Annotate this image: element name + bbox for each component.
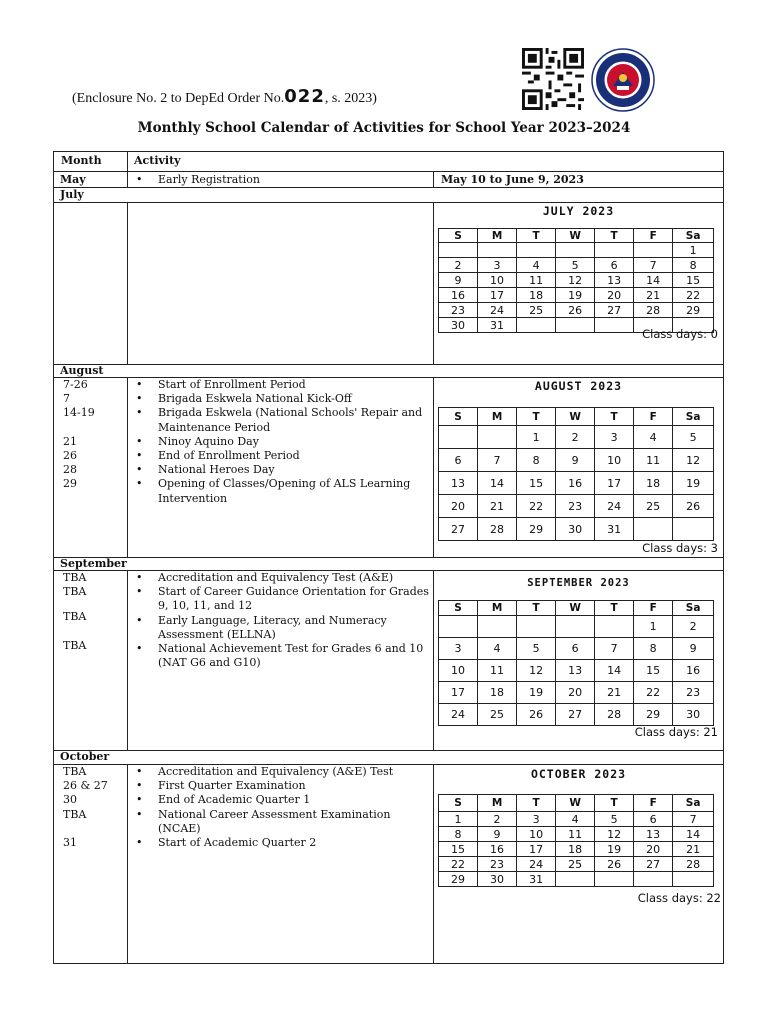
week-row [439, 872, 714, 887]
enclosure-suffix: , s. 2023) [324, 91, 377, 106]
day-cell: 10 [595, 449, 634, 472]
date-item: 31 [63, 836, 77, 849]
day-cell: 6 [634, 812, 673, 827]
qr-code-icon [522, 48, 584, 110]
day-cell: 12 [595, 827, 634, 842]
day-cell: 26 [673, 495, 714, 518]
october-activities [134, 765, 430, 850]
weekday-header: S [439, 408, 478, 426]
august-activities [134, 378, 430, 506]
day-cell: 17 [517, 842, 556, 857]
divider [127, 570, 128, 750]
calendar-grid [438, 228, 714, 333]
week-row [439, 827, 714, 842]
day-cell: 21 [595, 682, 634, 704]
date-item: 29 [63, 477, 77, 491]
date-item: TBA [63, 807, 87, 821]
day-cell: 5 [517, 638, 556, 660]
activity-item: • Start of Academic Quarter 2 [134, 836, 430, 850]
activity-item: • Accreditation and Equivalency Test (A&E) [134, 571, 430, 585]
day-cell: 17 [439, 682, 478, 704]
weekday-header: Sa [673, 795, 714, 812]
day-cell [517, 243, 556, 258]
date-item [63, 421, 95, 435]
activity-item: • First Quarter Examination [134, 779, 430, 793]
activity-item: • National Heroes Day [134, 463, 430, 477]
weekday-header: M [478, 601, 517, 616]
day-cell: 18 [478, 682, 517, 704]
day-cell: 25 [556, 857, 595, 872]
weekday-header: Sa [673, 229, 714, 243]
day-cell: 28 [634, 303, 673, 318]
divider [54, 557, 723, 558]
weekday-header: T [517, 601, 556, 616]
day-cell: 29 [439, 872, 478, 887]
divider [127, 764, 128, 964]
day-cell: 11 [517, 273, 556, 288]
date-item [63, 822, 108, 836]
day-cell: 25 [517, 303, 556, 318]
month-label-august: August [60, 364, 104, 377]
weekday-header: W [556, 229, 595, 243]
day-cell: 30 [556, 518, 595, 541]
week-row [439, 704, 714, 726]
day-cell: 31 [478, 318, 517, 333]
class-days: Class days: 0 [642, 327, 718, 341]
date-item [63, 625, 86, 639]
day-cell: 2 [439, 258, 478, 273]
day-cell: 3 [439, 638, 478, 660]
date-item: 30 [63, 793, 77, 807]
day-cell: 27 [439, 518, 478, 541]
day-cell: 15 [673, 273, 714, 288]
day-cell: 1 [634, 616, 673, 638]
calendar-title: AUGUST 2023 [534, 379, 623, 393]
day-cell: 14 [478, 472, 517, 495]
divider [127, 152, 128, 172]
day-cell: 12 [556, 273, 595, 288]
day-cell: 14 [634, 273, 673, 288]
may-activities [134, 173, 260, 187]
activity-item: • Start of Enrollment Period [134, 378, 430, 392]
day-cell [673, 872, 714, 887]
day-cell: 10 [478, 273, 517, 288]
divider [127, 202, 128, 364]
day-cell: 1 [517, 426, 556, 449]
week-row [439, 243, 714, 258]
day-cell: 20 [634, 842, 673, 857]
weekday-header: S [439, 795, 478, 812]
day-cell: 8 [673, 258, 714, 273]
class-days: Class days: 22 [637, 891, 721, 905]
day-cell: 21 [673, 842, 714, 857]
week-row [439, 449, 714, 472]
week-row [439, 812, 714, 827]
day-cell: 5 [595, 812, 634, 827]
day-cell: 31 [517, 872, 556, 887]
day-cell [478, 243, 517, 258]
day-cell: 17 [595, 472, 634, 495]
activity-item: • Ninoy Aquino Day [134, 435, 430, 449]
day-cell: 3 [595, 426, 634, 449]
day-cell: 12 [673, 449, 714, 472]
day-cell: 20 [439, 495, 478, 518]
day-cell: 7 [634, 258, 673, 273]
may-date-range: May 10 to June 9, 2023 [441, 173, 584, 186]
day-cell: 10 [517, 827, 556, 842]
month-label-october: October [60, 750, 110, 763]
day-cell [673, 518, 714, 541]
date-item [63, 599, 86, 610]
day-cell: 22 [634, 682, 673, 704]
day-cell: 21 [478, 495, 517, 518]
day-cell: 26 [517, 704, 556, 726]
week-row [439, 303, 714, 318]
may-activity: • Early Registration [134, 173, 260, 187]
day-cell [634, 518, 673, 541]
day-cell [556, 872, 595, 887]
divider [127, 172, 128, 187]
month-label-september: September [60, 557, 127, 570]
enclosure-line [72, 86, 377, 107]
weekday-header: F [634, 601, 673, 616]
day-cell: 5 [556, 258, 595, 273]
day-cell: 4 [634, 426, 673, 449]
day-cell: 29 [517, 518, 556, 541]
calendar-title: JULY 2023 [542, 204, 615, 218]
calendar-title: SEPTEMBER 2023 [527, 577, 630, 589]
day-cell: 8 [634, 638, 673, 660]
activity-item: • Accreditation and Equivalency (A&E) Test [134, 765, 430, 779]
week-row [439, 616, 714, 638]
day-cell: 21 [634, 288, 673, 303]
day-cell: 30 [478, 872, 517, 887]
day-cell: 8 [517, 449, 556, 472]
day-cell: 7 [673, 812, 714, 827]
day-cell [595, 243, 634, 258]
day-cell [439, 426, 478, 449]
october-calendar [434, 764, 723, 964]
activity-item: • Early Language, Literacy, and Numeracy Assessment (ELLNA) [134, 614, 430, 642]
week-row [439, 258, 714, 273]
day-cell: 19 [556, 288, 595, 303]
date-item: 7-26 [63, 378, 88, 391]
september-activities [134, 571, 430, 670]
weekday-header: M [478, 795, 517, 812]
day-cell: 2 [478, 812, 517, 827]
weekday-header: T [595, 795, 634, 812]
date-item: 7 [63, 392, 70, 406]
date-item: TBA [63, 765, 87, 778]
divider [127, 377, 128, 557]
day-cell: 2 [556, 426, 595, 449]
day-cell: 29 [634, 704, 673, 726]
day-cell: 24 [439, 704, 478, 726]
day-cell: 3 [478, 258, 517, 273]
day-cell: 1 [673, 243, 714, 258]
day-cell: 24 [517, 857, 556, 872]
deped-seal-icon [591, 48, 655, 112]
day-cell [439, 616, 478, 638]
weekday-header: F [634, 408, 673, 426]
date-item: 28 [63, 463, 77, 477]
weekday-header: T [517, 229, 556, 243]
day-cell: 16 [673, 660, 714, 682]
week-row [439, 495, 714, 518]
day-cell: 2 [673, 616, 714, 638]
week-row [439, 682, 714, 704]
day-cell: 9 [673, 638, 714, 660]
july-calendar [434, 202, 723, 364]
day-cell: 11 [634, 449, 673, 472]
date-item: TBA [63, 571, 87, 584]
calendar-grid [438, 794, 714, 887]
day-cell: 30 [673, 704, 714, 726]
day-cell: 7 [478, 449, 517, 472]
weekday-header: T [595, 408, 634, 426]
day-cell: 1 [439, 812, 478, 827]
day-cell: 18 [556, 842, 595, 857]
class-days: Class days: 21 [634, 725, 718, 739]
day-cell: 23 [478, 857, 517, 872]
day-cell: 25 [634, 495, 673, 518]
day-cell: 27 [595, 303, 634, 318]
day-cell: 4 [556, 812, 595, 827]
day-cell: 28 [478, 518, 517, 541]
day-cell: 23 [439, 303, 478, 318]
day-cell: 3 [517, 812, 556, 827]
day-cell: 5 [673, 426, 714, 449]
date-item: 14-19 [63, 406, 95, 420]
day-cell: 23 [673, 682, 714, 704]
weekday-header: F [634, 795, 673, 812]
day-cell: 13 [634, 827, 673, 842]
day-cell: 28 [595, 704, 634, 726]
weekday-header: S [439, 229, 478, 243]
day-cell: 19 [595, 842, 634, 857]
day-cell [439, 243, 478, 258]
day-cell: 9 [439, 273, 478, 288]
date-item: 21 [63, 434, 77, 448]
day-cell: 28 [673, 857, 714, 872]
day-cell: 13 [439, 472, 478, 495]
day-cell: 29 [673, 303, 714, 318]
week-row [439, 288, 714, 303]
day-cell: 6 [439, 449, 478, 472]
weekday-header: T [517, 408, 556, 426]
day-cell [634, 243, 673, 258]
day-cell: 12 [517, 660, 556, 682]
weekday-header: F [634, 229, 673, 243]
day-cell: 18 [517, 288, 556, 303]
date-item: TBA [63, 585, 87, 599]
weekday-header: W [556, 601, 595, 616]
day-cell: 9 [478, 827, 517, 842]
day-cell [478, 426, 517, 449]
day-cell: 31 [595, 518, 634, 541]
class-days: Class days: 3 [642, 541, 718, 555]
activity-item: • Brigada Eskwela (National Schools' Repair and Maintenance Period [134, 406, 430, 434]
activity-item: • Brigada Eskwela National Kick-Off [134, 392, 430, 406]
day-cell [595, 616, 634, 638]
day-cell: 20 [595, 288, 634, 303]
weekday-header: W [556, 795, 595, 812]
activity-column-header: Activity [134, 154, 181, 167]
day-cell: 26 [595, 857, 634, 872]
day-cell [478, 616, 517, 638]
day-cell: 24 [595, 495, 634, 518]
week-row [439, 472, 714, 495]
week-row [439, 842, 714, 857]
week-row [439, 273, 714, 288]
day-cell: 25 [478, 704, 517, 726]
day-cell: 26 [556, 303, 595, 318]
divider [54, 364, 723, 365]
calendar-grid [438, 600, 714, 726]
table-header [54, 152, 723, 172]
activity-item: • Start of Career Guidance Orientation for Grades 9, 10, 11, and 12 [134, 585, 430, 613]
day-cell: 19 [517, 682, 556, 704]
day-cell: 16 [478, 842, 517, 857]
order-number: 022 [284, 86, 325, 107]
day-cell: 4 [478, 638, 517, 660]
day-cell [634, 872, 673, 887]
month-label-july: July [60, 188, 84, 201]
weekday-header: M [478, 229, 517, 243]
weekday-header: M [478, 408, 517, 426]
divider [54, 750, 723, 751]
day-cell [595, 872, 634, 887]
day-cell: 22 [517, 495, 556, 518]
october-dates [63, 765, 108, 850]
day-cell: 6 [595, 258, 634, 273]
calendar-grid [438, 407, 714, 541]
activity-item: • End of Enrollment Period [134, 449, 430, 463]
day-cell: 8 [439, 827, 478, 842]
calendar-title: OCTOBER 2023 [530, 767, 627, 781]
month-column-header: Month [61, 154, 102, 167]
day-cell: 14 [595, 660, 634, 682]
day-cell: 16 [439, 288, 478, 303]
date-item: TBA [63, 610, 87, 624]
day-cell: 16 [556, 472, 595, 495]
day-cell: 10 [439, 660, 478, 682]
day-cell: 11 [556, 827, 595, 842]
weekday-header: Sa [673, 601, 714, 616]
activity-item: • National Career Assessment Examination (NCAE) [134, 808, 430, 836]
day-cell: 4 [517, 258, 556, 273]
august-dates [63, 378, 95, 492]
week-row [439, 638, 714, 660]
day-cell: 24 [478, 303, 517, 318]
day-cell: 22 [673, 288, 714, 303]
day-cell: 15 [517, 472, 556, 495]
week-row [439, 857, 714, 872]
day-cell: 11 [478, 660, 517, 682]
day-cell: 17 [478, 288, 517, 303]
enclosure-prefix: (Enclosure No. 2 to DepEd Order No. [72, 91, 285, 106]
day-cell: 30 [439, 318, 478, 333]
september-calendar [434, 570, 723, 750]
day-cell: 15 [439, 842, 478, 857]
week-row [439, 426, 714, 449]
activity-item: • End of Academic Quarter 1 [134, 793, 430, 807]
weekday-header: S [439, 601, 478, 616]
divider [433, 172, 434, 187]
day-cell: 18 [634, 472, 673, 495]
week-row [439, 518, 714, 541]
day-cell: 14 [673, 827, 714, 842]
calendar-table [53, 151, 724, 964]
day-cell: 13 [556, 660, 595, 682]
august-calendar [434, 377, 723, 557]
day-cell: 27 [634, 857, 673, 872]
weekday-header: W [556, 408, 595, 426]
month-label-may: May [60, 173, 86, 186]
date-item: 26 & 27 [63, 779, 108, 793]
week-row [439, 660, 714, 682]
day-cell: 22 [439, 857, 478, 872]
day-cell: 27 [556, 704, 595, 726]
day-cell: 6 [556, 638, 595, 660]
page-title: Monthly School Calendar of Activities for School Year 2023–2024 [137, 120, 631, 136]
day-cell: 23 [556, 495, 595, 518]
weekday-header: Sa [673, 408, 714, 426]
weekday-header: T [595, 229, 634, 243]
day-cell: 15 [634, 660, 673, 682]
date-item: TBA [63, 638, 87, 652]
september-dates [63, 571, 86, 653]
day-cell: 20 [556, 682, 595, 704]
activity-item: • Opening of Classes/Opening of ALS Learning Intervention [134, 477, 430, 505]
day-cell: 19 [673, 472, 714, 495]
day-cell: 13 [595, 273, 634, 288]
day-cell: 7 [595, 638, 634, 660]
date-item: 26 [63, 449, 77, 462]
activity-item: • National Achievement Test for Grades 6 and 10 (NAT G6 and G10) [134, 642, 430, 670]
day-cell: 9 [556, 449, 595, 472]
day-cell [556, 616, 595, 638]
weekday-header: T [517, 795, 556, 812]
day-cell [556, 243, 595, 258]
weekday-header: T [595, 601, 634, 616]
day-cell [517, 616, 556, 638]
